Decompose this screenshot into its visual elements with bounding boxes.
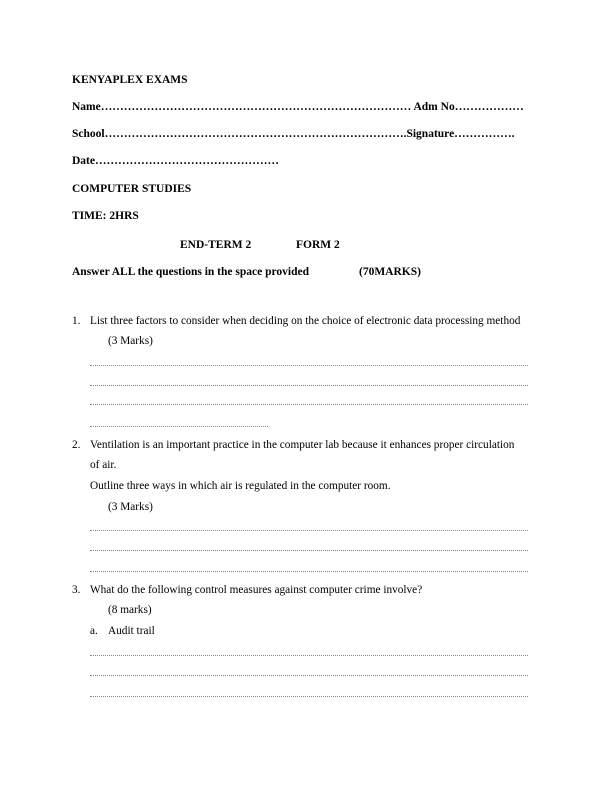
total-marks: (70MARKS) xyxy=(359,266,421,278)
answer-line[interactable] xyxy=(90,385,528,386)
part-label: a. xyxy=(90,625,98,637)
question-number: 2. xyxy=(72,439,81,451)
answer-line[interactable] xyxy=(90,655,528,656)
subject-title: COMPUTER STUDIES xyxy=(72,183,192,195)
question-marks: (3 Marks) xyxy=(108,335,153,347)
answer-line[interactable] xyxy=(90,675,528,676)
answer-line[interactable] xyxy=(90,550,528,551)
form-level: FORM 2 xyxy=(296,239,340,251)
question-number: 3. xyxy=(72,584,81,596)
name-adm-field[interactable]: Name……………………………………………………………………… Adm No……………… xyxy=(72,101,524,113)
time-allowed: TIME: 2HRS xyxy=(72,210,139,222)
school-signature-field[interactable]: School…………………………………………………………………….Signature……………. xyxy=(72,128,515,140)
answer-line[interactable] xyxy=(90,530,528,531)
question-text: What do the following control measures against computer crime involve? xyxy=(90,584,423,596)
question-text: Ventilation is an important practice in the computer lab because it enhances proper circulation xyxy=(90,439,515,451)
part-text: Audit trail xyxy=(108,625,155,637)
exam-brand: KENYAPLEX EXAMS xyxy=(72,74,188,86)
instructions: Answer ALL the questions in the space provided xyxy=(72,266,309,278)
question-text: List three factors to consider when deciding on the choice of electronic data processing method xyxy=(90,315,521,327)
exam-name: END-TERM 2 xyxy=(180,239,252,251)
answer-line[interactable] xyxy=(90,365,528,366)
answer-line[interactable] xyxy=(90,571,528,572)
question-number: 1. xyxy=(72,315,81,327)
question-marks: (3 Marks) xyxy=(108,501,153,513)
question-text: Outline three ways in which air is regulated in the computer room. xyxy=(90,480,391,492)
answer-line[interactable] xyxy=(90,404,528,405)
answer-line[interactable] xyxy=(90,426,268,427)
answer-line[interactable] xyxy=(90,696,528,697)
question-text: of air. xyxy=(90,459,117,471)
question-marks: (8 marks) xyxy=(108,604,152,616)
date-field[interactable]: Date………………………………………… xyxy=(72,155,279,167)
